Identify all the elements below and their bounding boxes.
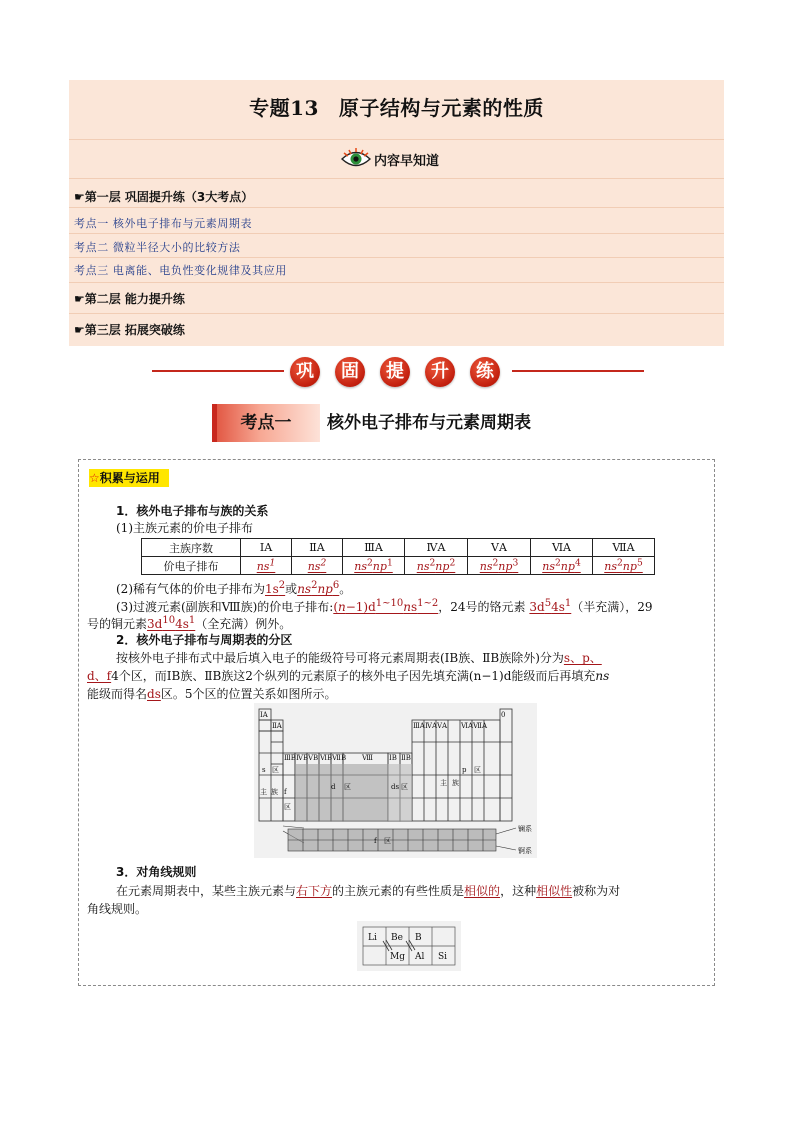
main-group-label: 主 xyxy=(260,788,267,796)
table-cell: ⅦA xyxy=(593,539,655,557)
table-row xyxy=(142,539,655,557)
divider xyxy=(69,257,724,258)
subgroup-label: ⅢB xyxy=(284,754,296,762)
divider xyxy=(69,282,724,283)
group-label: ⅣA xyxy=(425,722,438,730)
eye-icon xyxy=(340,148,372,170)
zone-label: 区 xyxy=(384,837,391,845)
diagonal-rule-diagram xyxy=(357,921,461,971)
heading-1: 1．核外电子排布与族的关系 xyxy=(116,504,269,518)
paragraph: (2)稀有气体的价电子排布为$1s^2$或$ns^2np^6$。 xyxy=(116,580,352,596)
element-be: Be xyxy=(391,933,403,943)
zone-label: 区 xyxy=(284,803,291,811)
table-cell: 主族序数 xyxy=(142,539,241,557)
title-number: 13 xyxy=(290,96,319,120)
layer-1: ☛第一层 巩固提升练（3大考点） xyxy=(74,190,254,204)
periodic-table-figure xyxy=(254,703,537,858)
banner-line-right xyxy=(512,370,644,372)
title-prefix: 专题 xyxy=(249,96,291,120)
table-cell: $ns^2np^1$ xyxy=(343,557,405,575)
paragraph: d、f4个区，而ⅠB族、ⅡB族这2个纵列的元素原子的核外电子因先填充满(n−1)d能级而后再填充ns xyxy=(87,669,610,683)
section-title: 核外电子排布与元素周期表 xyxy=(327,413,531,433)
zone-label: s xyxy=(262,766,266,774)
title-text: 原子结构与元素的性质 xyxy=(338,96,544,120)
section-label: 考点一 xyxy=(240,413,292,433)
subgroup-label: ⅣB xyxy=(296,754,309,762)
layer-2: ☛第二层 能力提升练 xyxy=(74,292,185,306)
layer-3: ☛第三层 拓展突破练 xyxy=(74,323,185,337)
table-row xyxy=(142,557,655,575)
zone-label: p xyxy=(462,766,467,774)
valence-table xyxy=(141,538,655,575)
kaodian-2: 考点二 微粒半径大小的比较方法 xyxy=(74,241,241,254)
table-cell: ⅡA xyxy=(292,539,343,557)
table-cell: $ns^1$ xyxy=(241,557,292,575)
paragraph: (1)主族元素的价电子排布 xyxy=(116,521,253,535)
banner-char: 巩 xyxy=(290,357,320,387)
table-cell: $ns^2$ xyxy=(292,557,343,575)
paragraph: 号的铜元素$3d^{10}4s^1$（全充满）例外。 xyxy=(87,615,292,631)
paragraph: 按核外电子排布式中最后填入电子的能级符号可将元素周期表(ⅠB族、ⅡB族除外)分为s、p、 xyxy=(116,651,602,665)
group-label: 0 xyxy=(501,711,506,719)
table-cell: ⅤA xyxy=(468,539,531,557)
zone-label: 区 xyxy=(474,766,481,774)
banner-char: 提 xyxy=(380,357,410,387)
group-label: ⅡA xyxy=(272,722,282,730)
table-cell: $ns^2np^5$ xyxy=(593,557,655,575)
element-al: Al xyxy=(415,952,425,962)
table-cell: $ns^2np^3$ xyxy=(468,557,531,575)
subgroup-label: ⅦB xyxy=(332,754,347,762)
heading-3: 3．对角线规则 xyxy=(116,865,197,879)
periodic-table-diagram xyxy=(254,703,537,858)
zone-label: ds xyxy=(391,783,400,791)
zone-label: f xyxy=(284,788,287,796)
tag-accumulate-apply xyxy=(89,469,169,487)
table-cell: $ns^2np^2$ xyxy=(405,557,468,575)
zone-label: 区 xyxy=(272,766,279,774)
element-li: Li xyxy=(368,933,377,943)
page-title xyxy=(69,92,724,121)
table-cell: ⅢA xyxy=(343,539,405,557)
main-group-label: 族 xyxy=(452,779,459,787)
group-label: ⅥA xyxy=(461,722,474,730)
divider xyxy=(69,313,724,314)
table-cell: ⅠA xyxy=(241,539,292,557)
content-overview xyxy=(340,147,439,171)
paragraph: 能级而得名ds区。5个区的位置关系如图所示。 xyxy=(87,687,337,701)
divider xyxy=(69,178,724,179)
subgroup-label: ⅤB xyxy=(308,754,319,762)
paragraph: 角线规则。 xyxy=(87,902,148,916)
star-icon: ☆ xyxy=(89,471,100,485)
divider xyxy=(69,207,724,208)
kaodian-3: 考点三 电离能、电负性变化规律及其应用 xyxy=(74,264,287,277)
banner-line-left xyxy=(152,370,284,372)
series-label: 锕系 xyxy=(518,847,532,855)
divider xyxy=(69,233,724,234)
table-cell: ⅣA xyxy=(405,539,468,557)
element-b: B xyxy=(415,933,422,943)
banner-char: 固 xyxy=(335,357,365,387)
subgroup-label: ⅥB xyxy=(320,754,333,762)
group-label: ⅠA xyxy=(260,711,268,719)
table-cell: 价电子排布 xyxy=(142,557,241,575)
zone-label: 区 xyxy=(401,783,408,791)
main-group-label: 族 xyxy=(271,788,278,796)
paragraph: (3)过渡元素(副族和Ⅷ族)的价电子排布$:(n-1)d^{1\sim 10}ns^{1\sim 2}$，24号的铬元素 $3d^54s^1$（半充满），29 xyxy=(116,598,653,614)
banner-char: 升 xyxy=(425,357,455,387)
heading-2: 2．核外电子排布与周期表的分区 xyxy=(116,633,293,647)
element-si: Si xyxy=(438,952,448,962)
table-cell: ⅥA xyxy=(531,539,593,557)
main-group-label: 主 xyxy=(440,779,447,787)
series-label: 镧系 xyxy=(518,825,532,833)
subgroup-label: ⅡB xyxy=(401,754,411,762)
group-label: ⅤA xyxy=(437,722,448,730)
diagonal-rule-figure xyxy=(357,921,461,971)
content-overview-label: 内容早知道 xyxy=(374,153,440,169)
banner-char: 练 xyxy=(470,357,500,387)
group-label: ⅢA xyxy=(413,722,425,730)
table-cell: $ns^2np^4$ xyxy=(531,557,593,575)
subgroup-label: ⅠB xyxy=(389,754,397,762)
subgroup-label: Ⅷ xyxy=(362,754,374,762)
divider xyxy=(69,139,724,140)
tag-label: 积累与运用 xyxy=(99,471,160,485)
kaodian-1: 考点一 核外电子排布与元素周期表 xyxy=(74,217,253,230)
paragraph: 在元素周期表中，某些主族元素与右下方的主族元素的有些性质是相似的，这种相似性被称为对 xyxy=(116,884,621,898)
group-label: ⅦA xyxy=(473,722,488,730)
zone-label: d xyxy=(331,783,336,791)
element-mg: Mg xyxy=(390,952,405,962)
zone-label: f xyxy=(374,837,377,845)
zone-label: 区 xyxy=(344,783,351,791)
